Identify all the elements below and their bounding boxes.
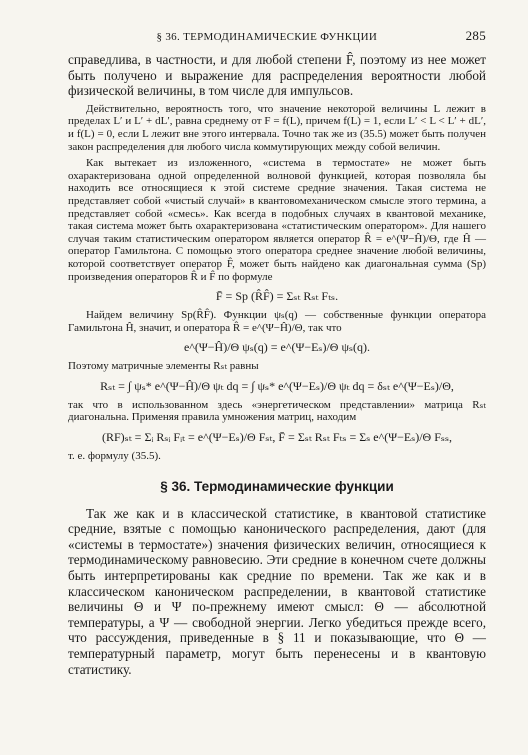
section-paragraph: Так же как и в классической статистике, в квантовой статистике средние, взятые с помощью канонического распределения, дают (для «системы в термостате») значения физических величин, относящиеся к термодинамическому равновесию. Эти средние в конечном счете должны быть интерпретированы как средние по времени. Так же как и в классическом каноническом распределении, в квантовой статистике величины Θ и Ψ по-прежнему имеют смысл: Θ — абсолютной температуры, а Ψ — свободной энергии. Легко убедиться прежде всего, что рассуждения, приведенные в § 11 и показывающие, что Θ — температурный параметр, могут быть перенесены и в квантовую статистику.: [68, 505, 486, 677]
paragraph-3: Как вытекает из изложенного, «система в термостате» не может быть охарактеризована одной определенной волновой функцией, которая позволяла бы находить все относящиеся к этой системе средние значения. Такая система не представляет собой «чистый случай» в квантовомеханическом смысле этого термина, а представляет собой «смесь». Как всегда в подобных случаях в квантовой механике, такая система может быть охарактеризована «статистическим оператором». Для нашего случая таким статистическим оператором является оператор R̂ = e^(Ψ−Ĥ)/Θ, где Ĥ — оператор Гамильтона. С помощью этого оператора среднее значение любой величины, которой соответствует оператор F̂, может быть найдено как диагональная сумма (Sp) произведения операторов R̂ и F̂ по формуле: [68, 157, 486, 283]
formula-2: e^(Ψ−Ĥ)/Θ ψₛ(q) = e^(Ψ−Eₛ)/Θ ψₛ(q).: [183, 340, 371, 355]
formula-4: (RF)ₛₜ = Σᵢ Rₛᵢ Fᵢₜ = e^(Ψ−Eₛ)/Θ Fₛₜ, F̄ = Σₛₜ Rₛₜ Fₜₛ = Σₛ e^(Ψ−Eₛ)/Θ Fₛₛ,: [102, 430, 452, 445]
section-title: § 36. Термодинамические функции: [160, 478, 394, 494]
running-head: [68, 28, 486, 44]
page-number: 285: [465, 28, 486, 43]
paragraph-4: Найдем величину Sp(R̂F̂). Функции ψₛ(q) — собственные функции оператора Гамильтона Ĥ, значит, и оператора R̂ = e^(Ψ−Ĥ)/Θ, так что: [68, 309, 486, 334]
running-title: § 36. ТЕРМОДИНАМИЧЕСКИЕ ФУНКЦИИ: [156, 31, 378, 43]
paragraph-6: так что в использованном здесь «энергетическом представлении» матрица Rₛₜ диагональна. Применяя правила умножения матриц, находим: [68, 398, 486, 424]
paragraph-2: Действительно, вероятность того, что значение некоторой величины L лежит в пределах L′ и L′ + dL′, равна среднему от F = f(L), причем f(L) = 1, если L′ < L < L′ + dL′, и f(L) = 0, если L лежит вне этого интервала. Точно так же из (35.5) может быть получен закон распределения для любого числа коммутирующих между собой величин.: [68, 102, 486, 153]
paragraph-5: Поэтому матричные элементы Rₛₜ равны: [68, 360, 259, 373]
formula-1: F̄ = Sp (R̂F̂) = Σₛₜ Rₛₜ Fₜₛ.: [215, 289, 339, 304]
formula-3: Rₛₜ = ∫ ψₛ* e^(Ψ−Ĥ)/Θ ψₜ dq = ∫ ψₛ* e^(Ψ−Eₛ)/Θ ψₜ dq = δₛₜ e^(Ψ−Eₛ)/Θ,: [100, 378, 454, 393]
paragraph-1: справедлива, в частности, и для любой степени F̂, поэтому из нее может быть получено и выражение для распределения вероятности любой физической величины, в том числе для импульсов.: [68, 52, 486, 99]
paragraph-7: т. е. формулу (35.5).: [68, 450, 161, 463]
